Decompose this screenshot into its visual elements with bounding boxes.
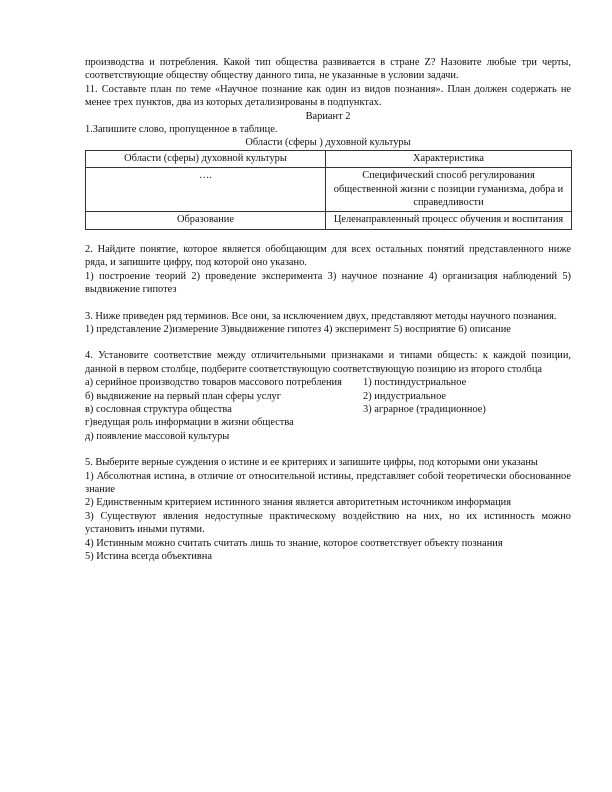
matching-right-column bbox=[355, 376, 571, 443]
list-item: 5) Истина всегда объективна bbox=[85, 551, 212, 562]
list-item: 3) Существуют явления недоступные практическому воздействию на них, но их истинность можно установить иными путями. bbox=[85, 510, 571, 536]
list-item: в) сословная структура общества bbox=[85, 403, 232, 415]
question-3-text: 3. Ниже приведен ряд терминов. Все они, за исключением двух, представляют методы научного познания. bbox=[85, 310, 557, 322]
matching-left-column bbox=[85, 376, 355, 443]
question-3-options: 1) представление 2)измерение 3)выдвижение гипотез 4) эксперимент 5) восприятие 6) описание bbox=[85, 323, 511, 335]
list-item: 2) индустриальное bbox=[363, 390, 447, 402]
list-item: д) появление массовой культуры bbox=[85, 430, 230, 442]
variant-heading: Вариант 2 bbox=[305, 110, 351, 122]
table-title: Области (сферы ) духовной культуры bbox=[245, 137, 411, 149]
list-item: б) выдвижение на первый план сферы услуг bbox=[85, 390, 281, 402]
table-cell-description: Целенаправленный процесс обучения и воспитания bbox=[326, 212, 572, 229]
intro-paragraph: производства и потребления. Какой тип общества развивается в стране Z? Назовите любые три черты, соответствующие обществу обществу данного типа, не указанные в условии задачи. bbox=[85, 57, 571, 82]
question-2-options: 1) построение теорий 2) проведение эксперимента 3) научное познание 4) организация наблюдений 5) выдвижение гипотез bbox=[85, 270, 571, 296]
task-11-paragraph: 11. Составьте план по теме «Научное познание как один из видов познания». План должен содержать не менее трех пунктов, два из которых детализированы в подпунктах. bbox=[85, 83, 571, 109]
question-4-text: 4. Установите соответствие между отличительными признаками и типами общесть: к каждой позиции, данной в первом столбце, подберите соответствующую соответствующую позицию из второго столбца bbox=[85, 350, 571, 375]
list-item: 4) Истинным можно считать считать лишь то знание, которое соответствует объекту познания bbox=[85, 537, 503, 549]
table-header-cell: Характеристика bbox=[326, 150, 572, 167]
spiritual-culture-table bbox=[85, 150, 572, 230]
table-cell-area: Образование bbox=[86, 212, 326, 229]
question-1-text: 1.Запишите слово, пропущенное в таблице. bbox=[85, 124, 278, 136]
question-5-text: 5. Выберите верные суждения о истине и ее критериях и запишите цифры, под которыми они указаны bbox=[85, 457, 538, 469]
table-cell-description: Специфический способ регулирования общественной жизни с позиции гуманизма, добра и справедливости bbox=[326, 168, 572, 212]
list-item: 1) Абсолютная истина, в отличие от относительной истины, представляет собой теоретически обоснованное знание bbox=[85, 470, 571, 495]
table-cell-area: …. bbox=[86, 168, 326, 212]
table-header-row bbox=[86, 150, 572, 167]
document-page bbox=[85, 56, 571, 563]
table-row bbox=[86, 212, 572, 229]
question-2-text: 2. Найдите понятие, которое является обобщающим для всех остальных понятий представленного ниже ряда, и запишите цифру, под которой оно указано. bbox=[85, 243, 571, 269]
matching-columns bbox=[85, 376, 571, 443]
list-item: 2) Единственным критерием истинного знания является авторитетным источником информация bbox=[85, 497, 511, 509]
list-item: г)ведущая роль информации в жизни общества bbox=[85, 417, 294, 429]
list-item: а) серийное производство товаров массового потребления bbox=[85, 377, 342, 389]
table-header-cell: Области (сферы) духовной культуры bbox=[86, 150, 326, 167]
list-item: 1) постиндустриальное bbox=[363, 377, 467, 389]
list-item: 3) аграрное (традиционное) bbox=[363, 403, 486, 415]
table-row bbox=[86, 168, 572, 212]
